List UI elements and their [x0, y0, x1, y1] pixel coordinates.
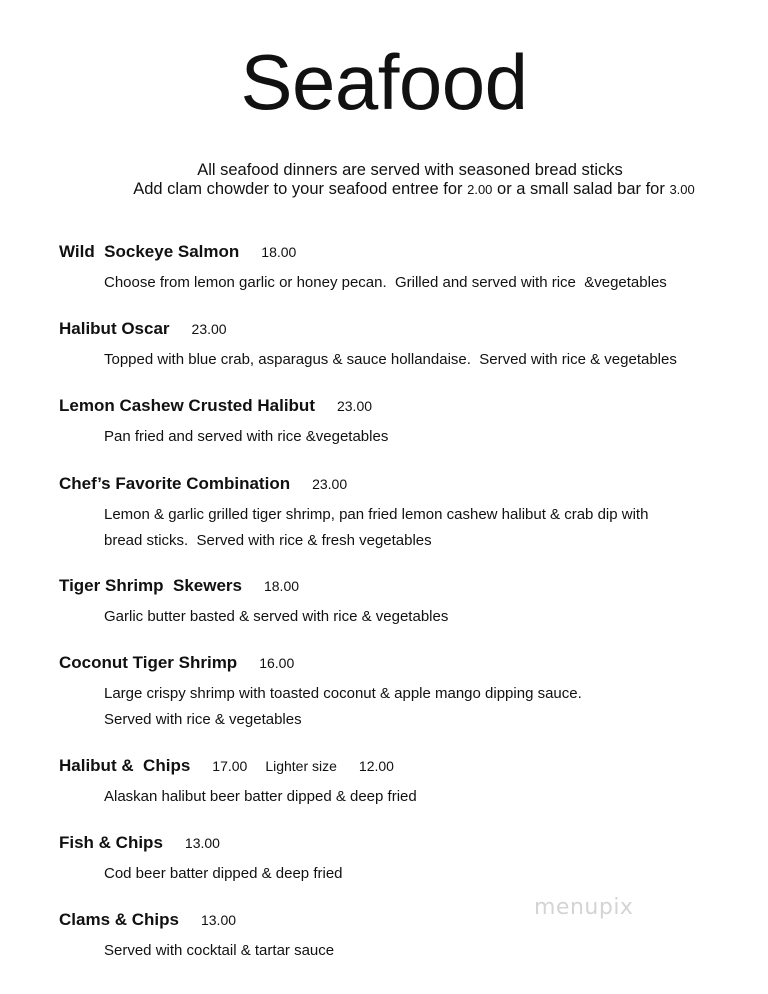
item-price: 17.00: [212, 758, 248, 774]
item-description: [104, 347, 739, 373]
menu-item-coconut-tiger-shrimp: [59, 653, 739, 733]
item-name: Tiger Shrimp Skewers: [59, 576, 242, 595]
menu-item-halibut-and-chips: [59, 756, 739, 810]
item-description-line: Topped with blue crab, asparagus & sauce hollandaise. Served with rice & vegetables: [104, 351, 677, 368]
intro-line-2: [0, 180, 768, 199]
item-description-line: bread sticks. Served with rice & fresh vegetables: [104, 532, 432, 549]
lighter-size-label: Lighter size: [265, 758, 337, 774]
menu-intro: [0, 161, 768, 199]
item-price: 23.00: [191, 321, 227, 337]
item-name: Wild Sockeye Salmon: [59, 242, 240, 261]
menu-item-wild-sockeye-salmon: [59, 242, 739, 296]
intro-line-1: All seafood dinners are served with seasoned bread sticks: [197, 161, 623, 179]
menu-item-chefs-favorite-combination: [59, 474, 739, 554]
item-name: Coconut Tiger Shrimp: [59, 653, 238, 672]
menu-item-lemon-cashew-crusted-halibut: [59, 396, 739, 450]
item-description: [104, 502, 739, 554]
item-price: 18.00: [263, 578, 300, 594]
item-description-line: Served with cocktail & tartar sauce: [104, 942, 335, 959]
item-name: Clams & Chips: [59, 910, 179, 929]
item-description-line: Served with rice & vegetables: [104, 711, 302, 728]
intro-salad-text: or a small salad bar for: [497, 180, 665, 198]
item-price: 23.00: [312, 476, 348, 492]
item-description-line: Garlic butter basted & served with rice & vegetables: [104, 608, 449, 625]
item-description: [104, 424, 739, 450]
intro-chowder-text: Add clam chowder to your seafood entree for: [133, 180, 463, 198]
item-description-line: Large crispy shrimp with toasted coconut & apple mango dipping sauce.: [104, 685, 582, 702]
item-description: [104, 604, 739, 630]
menupix-watermark: menupix: [534, 895, 634, 920]
item-description: [104, 861, 739, 887]
item-price: 16.00: [259, 655, 295, 671]
item-description-line: Choose from lemon garlic or honey pecan. Grilled and served with rice &vegetables: [104, 274, 667, 291]
item-description: [104, 784, 739, 810]
item-description: [104, 938, 739, 964]
item-price: 13.00: [184, 835, 220, 851]
item-description-line: Alaskan halibut beer batter dipped & deep fried: [104, 788, 417, 805]
menu-item-clams-and-chips: [59, 910, 739, 964]
item-name: Halibut Oscar: [59, 319, 170, 338]
lighter-size-price: 12.00: [358, 758, 394, 774]
item-description-line: Lemon & garlic grilled tiger shrimp, pan fried lemon cashew halibut & crab dip with: [104, 506, 649, 523]
item-price: 23.00: [336, 398, 373, 414]
page-title: Seafood: [240, 38, 528, 126]
menu-item-fish-and-chips: [59, 833, 739, 887]
item-description-line: Pan fried and served with rice &vegetables: [104, 428, 389, 445]
item-price: 18.00: [261, 244, 297, 260]
item-name: Halibut & Chips: [59, 756, 191, 775]
item-name: Lemon Cashew Crusted Halibut: [59, 396, 315, 415]
item-description-line: Cod beer batter dipped & deep fried: [104, 865, 343, 882]
salad-bar-price: 3.00: [669, 182, 695, 197]
item-description: [104, 270, 739, 296]
menu-item-halibut-oscar: [59, 319, 739, 373]
item-name: Fish & Chips: [59, 833, 163, 852]
menu-item-tiger-shrimp-skewers: [59, 576, 739, 630]
item-name: Chef’s Favorite Combination: [59, 474, 291, 493]
item-price: 13.00: [200, 912, 237, 928]
chowder-price: 2.00: [467, 182, 493, 197]
item-description: [104, 681, 739, 733]
